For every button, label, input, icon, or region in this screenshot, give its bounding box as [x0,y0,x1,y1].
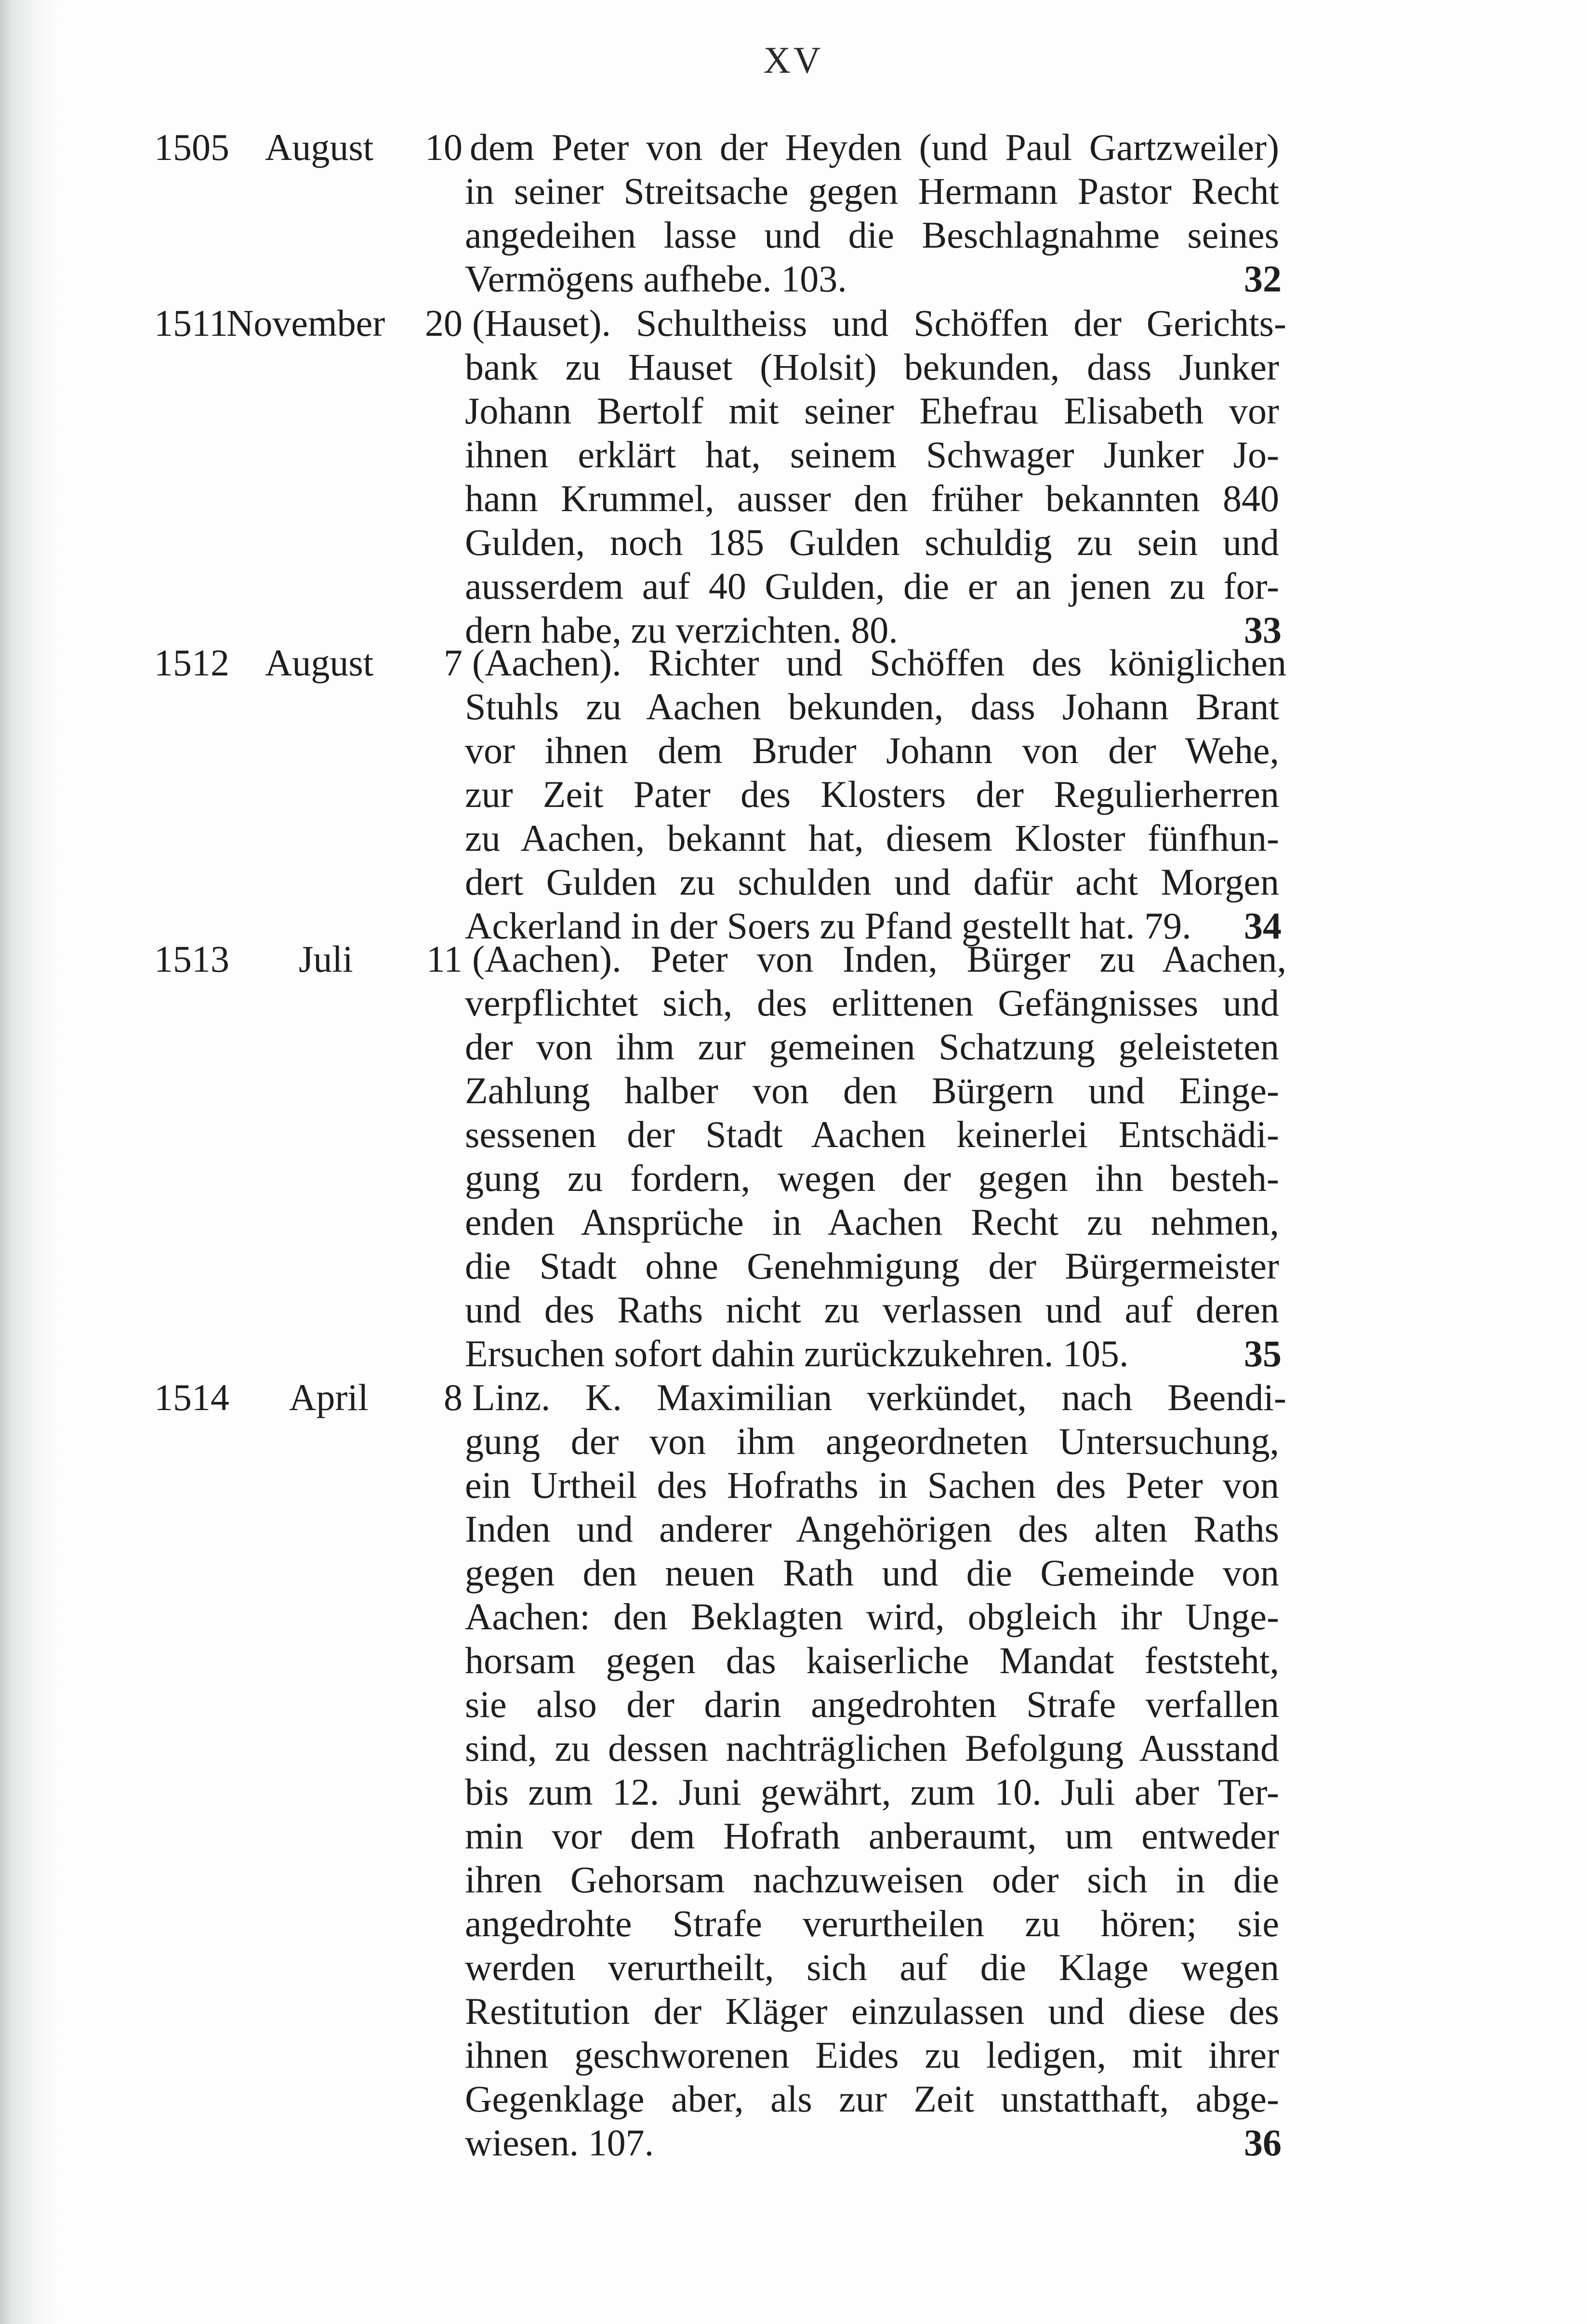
entry-number: 33 [1244,609,1282,651]
entry-text-line: in seiner Streitsache gegen Hermann Pastor Recht [465,170,1279,212]
entry-text-line: bis zum 12. Juni gewährt, zum 10. Juli aber Ter- [465,1771,1279,1813]
entry-text-line: Johann Bertolf mit seiner Ehefrau Elisabeth vor [465,390,1279,432]
entry-text-line: ihnen erklärt hat, seinem Schwager Junker Jo- [465,434,1279,475]
entry-month: April [289,1376,369,1418]
entry-date [154,641,463,685]
entry-text-line: gung der von ihm angeordneten Untersuchung, [465,1420,1279,1462]
entry-month: November [226,302,385,344]
entry-text-line: Gegenklage aber, als zur Zeit unstatthaft, abge- [465,2078,1279,2120]
entry-text-line: enden Ansprüche in Aachen Recht zu nehmen, [465,1201,1279,1243]
entry-text-line: sie also der darin angedrohten Strafe verfallen [465,1683,1279,1725]
entry-text-line: ein Urtheil des Hofraths in Sachen des Peter von [465,1464,1279,1506]
scan-edge-shadow [0,0,58,2324]
entry-month: August [265,126,374,168]
entry-text-line: horsam gegen das kaiserliche Mandat feststeht, [465,1639,1279,1681]
entry-text-line: Zahlung halber von den Bürgern und Einge- [465,1070,1279,1111]
entry-date [154,937,463,981]
entry-text-line: gung zu fordern, wegen der gegen ihn besteh- [465,1157,1279,1199]
entry-text-line: bank zu Hauset (Holsit) bekunden, dass Junker [465,346,1279,388]
entry-day: 7 [444,642,463,684]
entry-text-line: und des Raths nicht zu verlassen und auf deren [465,1289,1279,1331]
entry-day: 11 [426,938,463,980]
entry-text-line: Stuhls zu Aachen bekunden, dass Johann Brant [465,686,1279,727]
entry-text-line: angedrohte Strafe verurtheilen zu hören; sie [465,1902,1279,1944]
entry-year: 1514 [154,1376,229,1418]
entry-text-line: Ersuchen sofort dahin zurückzukehren. 105. [465,1333,1129,1374]
entry-number: 34 [1244,905,1282,947]
entry-text-line: Linz. K. Maximilian verkündet, nach Beendi- [472,1376,1286,1418]
entry-text-line: zur Zeit Pater des Klosters der Regulierherren [465,773,1279,815]
entry-text-line: Aachen: den Beklagten wird, obgleich ihr Unge- [465,1596,1279,1637]
entry-text-line: ihnen geschworenen Eides zu ledigen, mit ihrer [465,2034,1279,2076]
entry-date [154,125,463,169]
entry-text-line: werden verurtheilt, sich auf die Klage wegen [465,1946,1279,1988]
entry-month: Juli [299,938,353,980]
entry-text-line: min vor dem Hofrath anberaumt, um entweder [465,1815,1279,1857]
entry-number: 36 [1244,2122,1282,2164]
entry-year: 1505 [154,126,229,168]
entry-text-line: vor ihnen dem Bruder Johann von der Wehe, [465,729,1279,771]
entry-day: 10 [425,126,463,168]
entry-text-line: Ackerland in der Soers zu Pfand gestellt hat. 79. [465,905,1191,947]
entry-text-line: zu Aachen, bekannt hat, diesem Kloster fünfhun- [465,817,1279,859]
entry-text-line: dem Peter von der Heyden (und Paul Gartzweiler) [470,126,1279,168]
entry-year: 1512 [154,642,229,684]
entry-date [154,1375,463,1419]
entry-text-line: wiesen. 107. [465,2122,654,2164]
entry-text-line: ausserdem auf 40 Gulden, die er an jenen zu for- [465,565,1279,607]
entry-text-line: (Hauset). Schultheiss und Schöffen der Gerichts- [472,302,1286,344]
entry-text-line: gegen den neuen Rath und die Gemeinde von [465,1552,1279,1594]
entry-text-line: angedeihen lasse und die Beschlagnahme seines [465,214,1279,256]
page-number: XV [763,39,824,81]
entry-date [154,301,463,345]
entry-day: 20 [425,302,463,344]
entry-text-line: ihren Gehorsam nachzuweisen oder sich in die [465,1859,1279,1901]
entry-text-line: dert Gulden zu schulden und dafür acht Morgen [465,861,1279,903]
entry-text-line: die Stadt ohne Genehmigung der Bürgermeister [465,1245,1279,1287]
entry-text-line: sind, zu dessen nachträglichen Befolgung Ausstand [465,1727,1279,1769]
entry-year: 1511 [154,302,228,344]
entry-day: 8 [444,1376,463,1418]
entry-number: 32 [1244,258,1282,300]
entry-number: 35 [1244,1333,1282,1374]
entry-text-line: verpflichtet sich, des erlittenen Gefängnisses und [465,982,1279,1024]
entry-text-line: Inden und anderer Angehörigen des alten Raths [465,1508,1279,1550]
entry-text-line: hann Krummel, ausser den früher bekannten 840 [465,477,1279,519]
entry-text-line: Gulden, noch 185 Gulden schuldig zu sein und [465,521,1279,563]
entry-month: August [265,642,374,684]
entry-text-line: Restitution der Kläger einzulassen und diese des [465,1990,1279,2032]
entry-text-line: Vermögens aufhebe. 103. [465,258,847,300]
entry-text-line: sessenen der Stadt Aachen keinerlei Entschädi- [465,1113,1279,1155]
entry-text-line: (Aachen). Richter und Schöffen des königlichen [472,642,1286,684]
entry-text-line: (Aachen). Peter von Inden, Bürger zu Aachen, [472,938,1286,980]
entry-text-line: dern habe, zu verzichten. 80. [465,609,898,651]
entry-text-line: der von ihm zur gemeinen Schatzung geleisteten [465,1026,1279,1068]
entry-year: 1513 [154,938,229,980]
